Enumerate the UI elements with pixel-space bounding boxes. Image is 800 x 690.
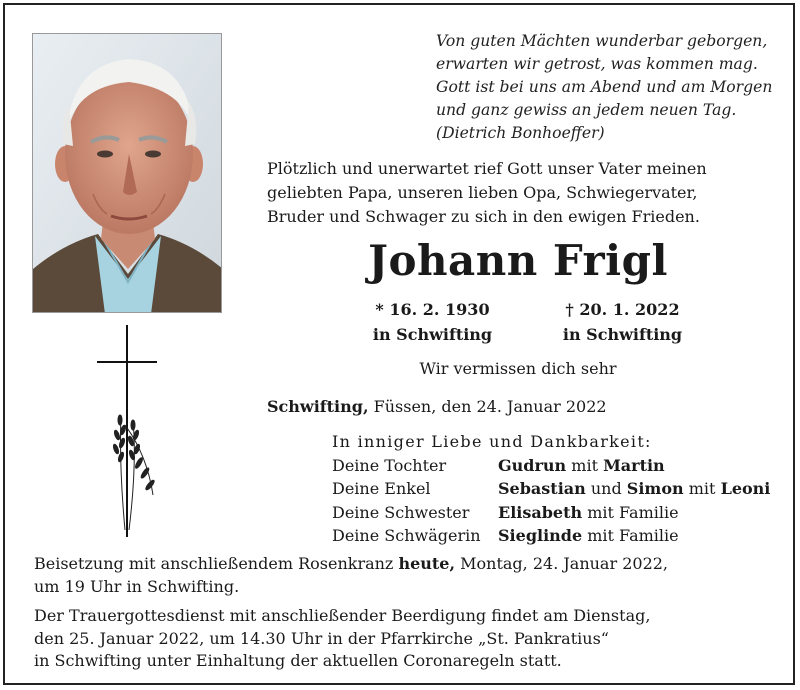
birth-date: * 16. 2. 1930 <box>375 300 490 319</box>
service-line: Der Trauergottesdienst mit anschließender Beerdigung findet am Dienstag, <box>34 606 651 625</box>
cross-with-wheat-icon <box>95 325 165 544</box>
mourner-names <box>498 501 679 525</box>
poem-line: und ganz gewiss an jedem neuen Tag. <box>436 101 737 119</box>
poem <box>436 30 786 145</box>
miss-text: Wir vermissen dich sehr <box>419 359 617 378</box>
mourners-heading: In inniger Liebe und Dankbarkeit: <box>332 432 652 451</box>
dateline-rest: Füssen, den 24. Januar 2022 <box>368 397 607 416</box>
intro-line: geliebten Papa, unseren lieben Opa, Schwiegervater, <box>267 183 698 202</box>
service-line: in Schwifting unter Einhaltung der aktuellen Coronaregeln statt. <box>34 651 562 670</box>
mourners-list <box>332 430 770 548</box>
burial-line <box>34 553 794 576</box>
death-place: in Schwifting <box>562 325 683 344</box>
mourner-row <box>332 524 770 548</box>
mourner-row <box>332 454 770 478</box>
dateline-town: Schwifting, <box>267 397 369 416</box>
birth-place: in Schwifting <box>372 325 493 344</box>
mourner-relation: Deine Enkel <box>332 479 431 498</box>
deceased-name: Johann Frigl <box>368 236 668 285</box>
intro-line: Plötzlich und unerwartet rief Gott unser Vater meinen <box>267 159 707 178</box>
poem-line: Von guten Mächten wunderbar geborgen, <box>436 32 768 50</box>
intro-line: Bruder und Schwager zu sich in den ewigen Frieden. <box>267 207 700 226</box>
mourner-names <box>498 454 665 478</box>
dateline <box>267 395 607 419</box>
mourner-names <box>498 477 770 501</box>
mourner-joiner: mit <box>566 455 604 475</box>
mourner-name: Elisabeth <box>498 502 583 522</box>
mourner-name: Sebastian <box>498 479 586 498</box>
poem-line: erwarten wir getrost, was kommen mag. <box>436 55 758 73</box>
burial-text: Beisetzung mit anschließendem Rosenkranz <box>34 554 399 573</box>
burial-date: Montag, 24. Januar 2022, <box>455 554 669 573</box>
death-info <box>540 297 705 347</box>
mourner-row <box>332 477 770 501</box>
portrait-photo <box>32 33 222 313</box>
mourner-relation: Deine Schwester <box>332 502 470 522</box>
poem-author: (Dietrich Bonhoeffer) <box>436 124 605 142</box>
service-line: den 25. Januar 2022, um 14.30 Uhr in der Pfarrkirche „St. Pankratius“ <box>34 628 609 648</box>
mourner-joiner: und <box>585 479 627 498</box>
mourner-joiner: mit Familie <box>582 526 679 545</box>
mourner-names <box>498 524 679 548</box>
birth-info <box>360 297 505 347</box>
mourner-relation: Deine Schwägerin <box>332 526 481 545</box>
death-date: † 20. 1. 2022 <box>565 300 680 319</box>
mourner-row <box>332 501 770 525</box>
intro-text <box>267 157 777 229</box>
mourner-relation: Deine Tochter <box>332 455 447 475</box>
burial-notice <box>34 553 794 598</box>
burial-today: heute, <box>398 554 456 573</box>
burial-line: um 19 Uhr in Schwifting. <box>34 576 240 596</box>
mourner-name: Leoni <box>720 479 771 498</box>
mourner-name: Gudrun <box>498 455 567 475</box>
mourner-joiner: mit Familie <box>582 502 679 522</box>
service-notice <box>34 605 794 673</box>
obituary-card <box>3 3 795 685</box>
poem-line: Gott ist bei uns am Abend und am Morgen <box>436 78 773 96</box>
mourner-name: Sieglinde <box>498 526 583 545</box>
mourner-name: Martin <box>603 455 665 475</box>
mourner-name: Simon <box>626 479 684 498</box>
mourner-joiner: mit <box>683 479 721 498</box>
